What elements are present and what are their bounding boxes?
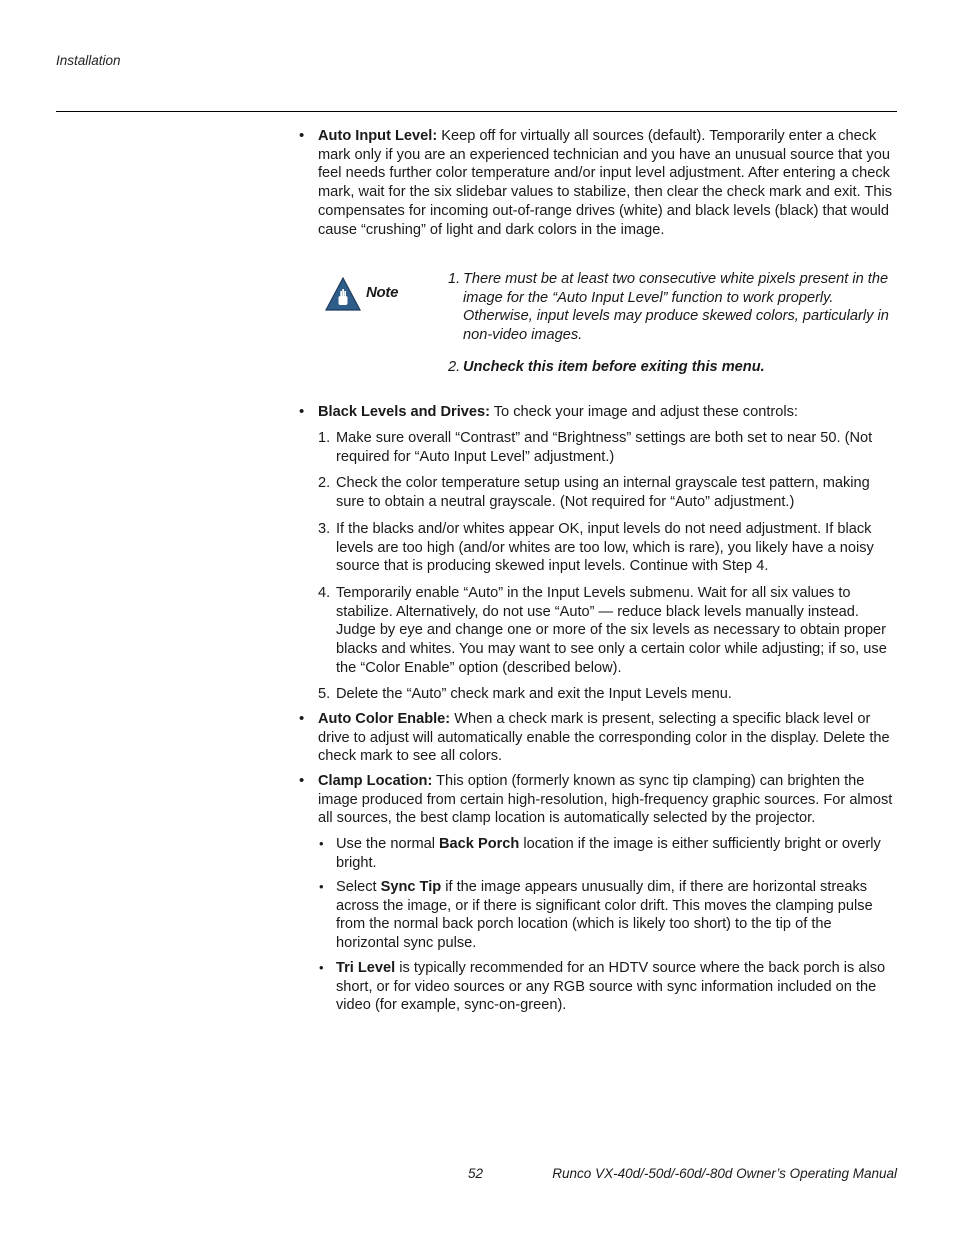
sub-bullet-item: [318, 835, 897, 872]
term: Black Levels and Drives:: [318, 404, 490, 420]
note-label: Note: [366, 284, 399, 301]
sub-text: location if the image is either sufficiently bright or overly bright.: [336, 836, 881, 871]
step-item: [318, 520, 897, 576]
page-number: 52: [468, 1166, 484, 1181]
step-num: 5.: [318, 686, 331, 702]
description: Keep off for virtually all sources (default). Temporarily enter a check mark only if you are an experienced technician and you have an unusual source that you feel needs further color temperature and/or input level adjustment. After entering a check mark, wait for the six slidebar values to stabilize, then clear the check mark and exit. This compensates for incoming out-of-range drives (white) and black levels (black) that would cause “crushing” of light and dark colors in the image.: [318, 128, 893, 238]
step-num: 3.: [318, 521, 331, 537]
section-header: Installation: [56, 53, 121, 68]
term: Auto Color Enable:: [318, 711, 451, 727]
description: When a check mark is present, selecting a specific black level or drive to adjust will automatically enable the corresponding color in the display. Delete the check mark to see all colors.: [318, 711, 890, 765]
step-text: Make sure overall “Contrast” and “Brightness” settings are both set to near 50. (Not required for “Auto Input Level” adjustment.): [336, 430, 873, 465]
sub-term: Back Porch: [439, 836, 520, 852]
black-levels-item: [299, 403, 897, 422]
sub-text: Select: [336, 879, 381, 895]
step-text: Temporarily enable “Auto” in the Input Levels submenu. Wait for all six values to stabilize. Alternatively, do not use “Auto” — reduce black levels manually instead. Judge by eye and change one or more of the six levels as necessary to obtain proper blacks and whites. You may want to see only a certain color while adjusting; if so, use the “Color Enable” option (described below).: [336, 585, 887, 676]
sub-text: Use the normal: [336, 836, 440, 852]
note-num: 2.: [448, 359, 461, 375]
step-item: [318, 429, 897, 466]
clamp-location-item: [299, 772, 897, 828]
note-hand-icon: [325, 276, 361, 312]
note-num: 1.: [448, 271, 461, 287]
step-item: [318, 685, 897, 704]
step-text: Delete the “Auto” check mark and exit the Input Levels menu.: [336, 686, 732, 702]
note-item: [448, 358, 896, 377]
note-text: There must be at least two consecutive white pixels present in the image for the “Auto Input Level” function to work properly. Otherwise, input levels may produce skewed colors, particularly in non-video images.: [463, 271, 889, 344]
note-text: Uncheck this item before exiting this menu.: [463, 359, 765, 375]
note-item: [448, 270, 896, 345]
step-text: If the blacks and/or whites appear OK, input levels do not need adjustment. If black levels are too high (and/or whites are too low, which is rare), you likely have a noisy source that is producing skewed input levels. Continue with Step 4.: [336, 521, 874, 575]
description: To check your image and adjust these controls:: [489, 404, 798, 420]
step-num: 2.: [318, 475, 331, 491]
step-num: 1.: [318, 430, 331, 446]
auto-input-level-item: [299, 127, 897, 239]
sub-term: Tri Level: [336, 960, 396, 976]
term: Clamp Location:: [318, 773, 433, 789]
sub-text: is typically recommended for an HDTV source where the back porch is also short, or for video sources or any RGB source with sync information included on the video (for example, sync-on-green).: [336, 960, 886, 1014]
sub-text: if the image appears unusually dim, if there are horizontal streaks across the image, or if there is significant color drift. This moves the clamping pulse from the normal back porch location (which is likely too short) to the tip of the horizontal sync pulse.: [336, 879, 873, 952]
description: This option (formerly known as sync tip clamping) can brighten the image produced from certain high-resolution, high-frequency graphic sources. For almost all sources, the best clamp location is automatically selected by the projector.: [318, 773, 893, 827]
manual-title: Runco VX-40d/-50d/-60d/-80d Owner’s Operating Manual: [552, 1166, 897, 1181]
sub-bullet-item: [318, 878, 897, 953]
term: Auto Input Level:: [318, 128, 438, 144]
step-num: 4.: [318, 585, 331, 601]
sub-term: Sync Tip: [380, 879, 442, 895]
step-text: Check the color temperature setup using an internal grayscale test pattern, making sure to obtain a neutral grayscale. (Not required for “Auto” adjustment.): [336, 475, 870, 510]
auto-color-enable-item: [299, 710, 897, 766]
header-rule: [56, 111, 897, 112]
sub-bullet-item: [318, 959, 897, 1015]
step-item: [318, 584, 897, 678]
step-item: [318, 474, 897, 511]
